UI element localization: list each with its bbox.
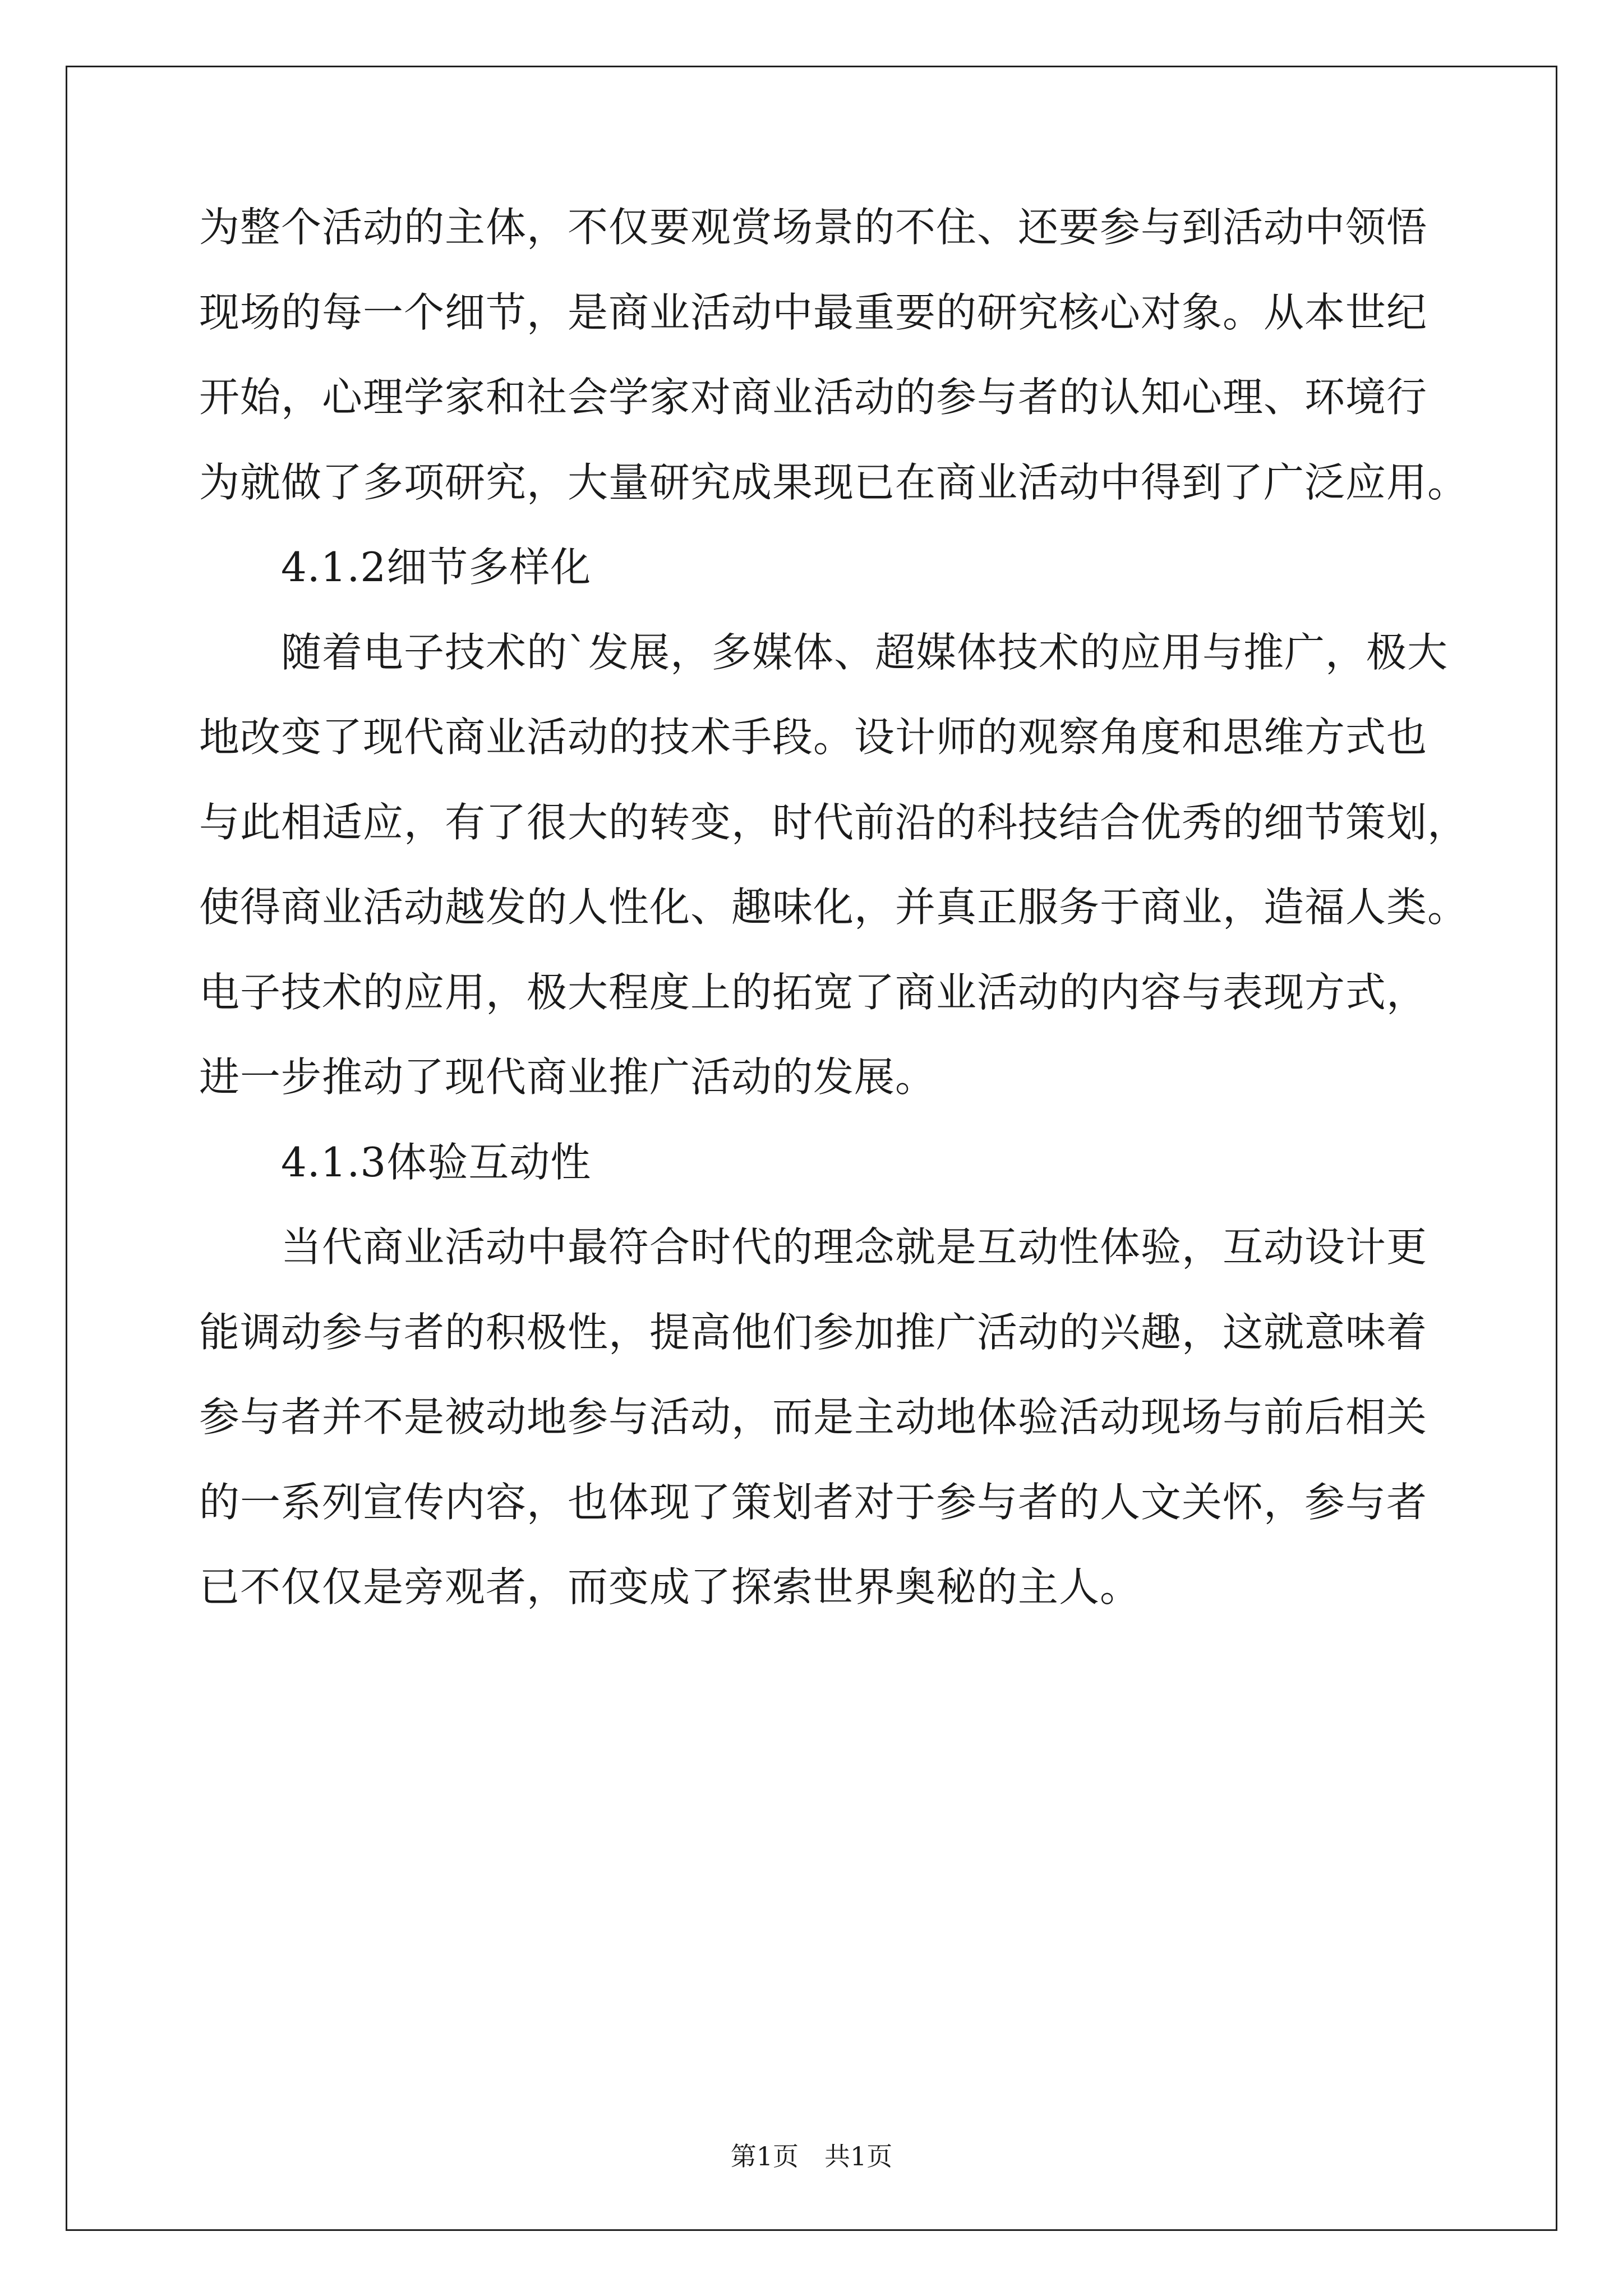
- text-line: 为就做了多项研究，大量研究成果现已在商业活动中得到了广泛应用。: [199, 458, 1469, 506]
- page-number-total: 共1页: [824, 2141, 893, 2171]
- text-line: 开始，心理学家和社会学家对商业活动的参与者的认知心理、环境行: [199, 374, 1428, 421]
- text-line: 已不仅仅是旁观者，而变成了探索世界奥秘的主人。: [199, 1563, 1141, 1611]
- text-line: 为整个活动的主体，不仅要观赏场景的不住、还要参与到活动中领悟: [199, 204, 1428, 251]
- text-line: 的一系列宣传内容，也体现了策划者对于参与者的人文关怀，参与者: [199, 1478, 1428, 1526]
- text-line: 当代商业活动中最符合时代的理念就是互动性体验，互动设计更: [281, 1223, 1428, 1271]
- text-line: 电子技术的应用，极大程度上的拓宽了商业活动的内容与表现方式，: [199, 968, 1428, 1016]
- page-number-current: 第1页: [730, 2141, 799, 2171]
- text-line: 进一步推动了现代商业推广活动的发展。: [199, 1053, 937, 1101]
- text-line: 参与者并不是被动地参与活动，而是主动地体验活动现场与前后相关: [199, 1393, 1428, 1441]
- text-line: 地改变了现代商业活动的技术手段。设计师的观察角度和思维方式也: [199, 714, 1428, 761]
- text-line: 能调动参与者的积极性，提高他们参加推广活动的兴趣，这就意味着: [199, 1308, 1428, 1356]
- text-line: 现场的每一个细节，是商业活动中最重要的研究核心对象。从本世纪: [199, 288, 1428, 336]
- document-body: [199, 185, 1469, 1630]
- section-heading: 4.1.2细节多样化: [281, 544, 592, 591]
- text-line: 使得商业活动越发的人性化、趣味化，并真正服务于商业，造福人类。: [199, 884, 1469, 931]
- page-footer: [0, 2136, 1623, 2173]
- text-line: 与此相适应，有了很大的转变，时代前沿的科技结合优秀的细节策划，: [199, 798, 1469, 846]
- text-line: 随着电子技术的`发展，多媒体、超媒体技术的应用与推广，极大: [281, 628, 1449, 676]
- section-heading: 4.1.3体验互动性: [281, 1138, 592, 1186]
